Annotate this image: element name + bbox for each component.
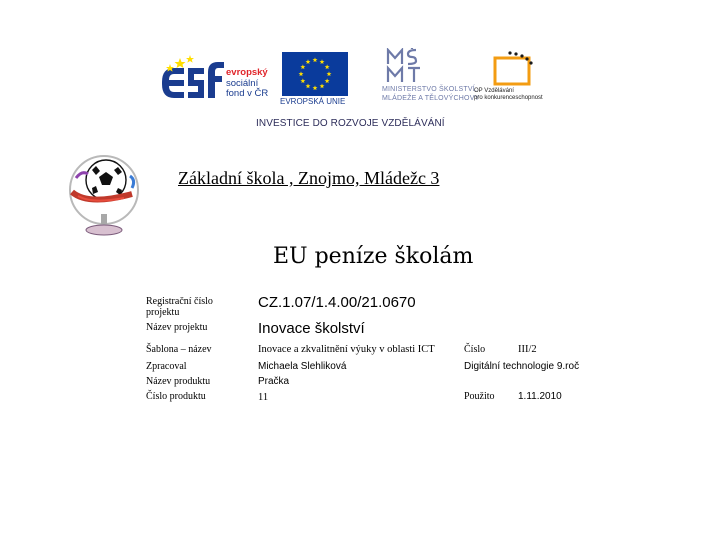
- esf-line-1: evropský: [226, 67, 268, 78]
- investment-slogan: INVESTICE DO ROZVOJE VZDĚLÁVÁNÍ: [256, 118, 445, 129]
- school-logo: [58, 150, 150, 242]
- project-title: EU peníze školám: [273, 244, 474, 269]
- esf-line-3: fond v ČR: [226, 88, 269, 99]
- eu-flag-icon: [282, 52, 348, 96]
- used-value: 1.11.2010: [518, 391, 562, 402]
- school-title: Základní škola , Znojmo, Mládežc 3: [178, 168, 440, 188]
- msmt-caption: [382, 85, 479, 103]
- template-value: Inovace a zkvalitnění výuky v oblasti ICT: [258, 344, 435, 355]
- project-name-label: Název projektu: [146, 322, 208, 333]
- esf-logo: [160, 54, 226, 108]
- logo-strip: [160, 48, 560, 132]
- registration-label: [146, 296, 213, 318]
- registration-label-line-1: Registrační číslo: [146, 296, 213, 307]
- registration-label-line-2: projektu: [146, 307, 180, 318]
- esf-caption: [226, 68, 268, 100]
- product-name-label: Název produktu: [146, 376, 211, 387]
- esf-line-2: sociální: [226, 77, 259, 89]
- msmt-line-1: MINISTERSTVO ŠKOLSTVÍ,: [382, 86, 478, 93]
- op-logo: [490, 50, 536, 88]
- subject-value: Digitální technologie 9.roč: [464, 361, 580, 372]
- author-label: Zpracoval: [146, 361, 187, 372]
- product-number-label: Číslo produktu: [146, 391, 206, 402]
- op-line-1: OP Vzdělávání: [474, 88, 514, 94]
- eu-label: EVROPSKÁ UNIE: [280, 97, 346, 106]
- project-name-value: Inovace školství: [258, 320, 365, 337]
- op-line-2: pro konkurenceschopnost: [474, 95, 543, 101]
- template-label: Šablona – název: [146, 344, 212, 355]
- msmt-line-2: MLÁDEŽE A TĚLOVÝCHOVY: [382, 95, 480, 102]
- number-label: Číslo: [464, 344, 486, 355]
- author-value: Michaela Slehliková: [258, 361, 347, 372]
- product-number-value: 11: [258, 392, 269, 403]
- msmt-logo: [382, 48, 442, 84]
- op-caption: [474, 88, 543, 102]
- number-value: III/2: [518, 344, 537, 355]
- product-name-value: Pračka: [258, 376, 290, 387]
- registration-value: CZ.1.07/1.4.00/21.0670: [258, 294, 416, 311]
- used-label: Použito: [464, 391, 495, 402]
